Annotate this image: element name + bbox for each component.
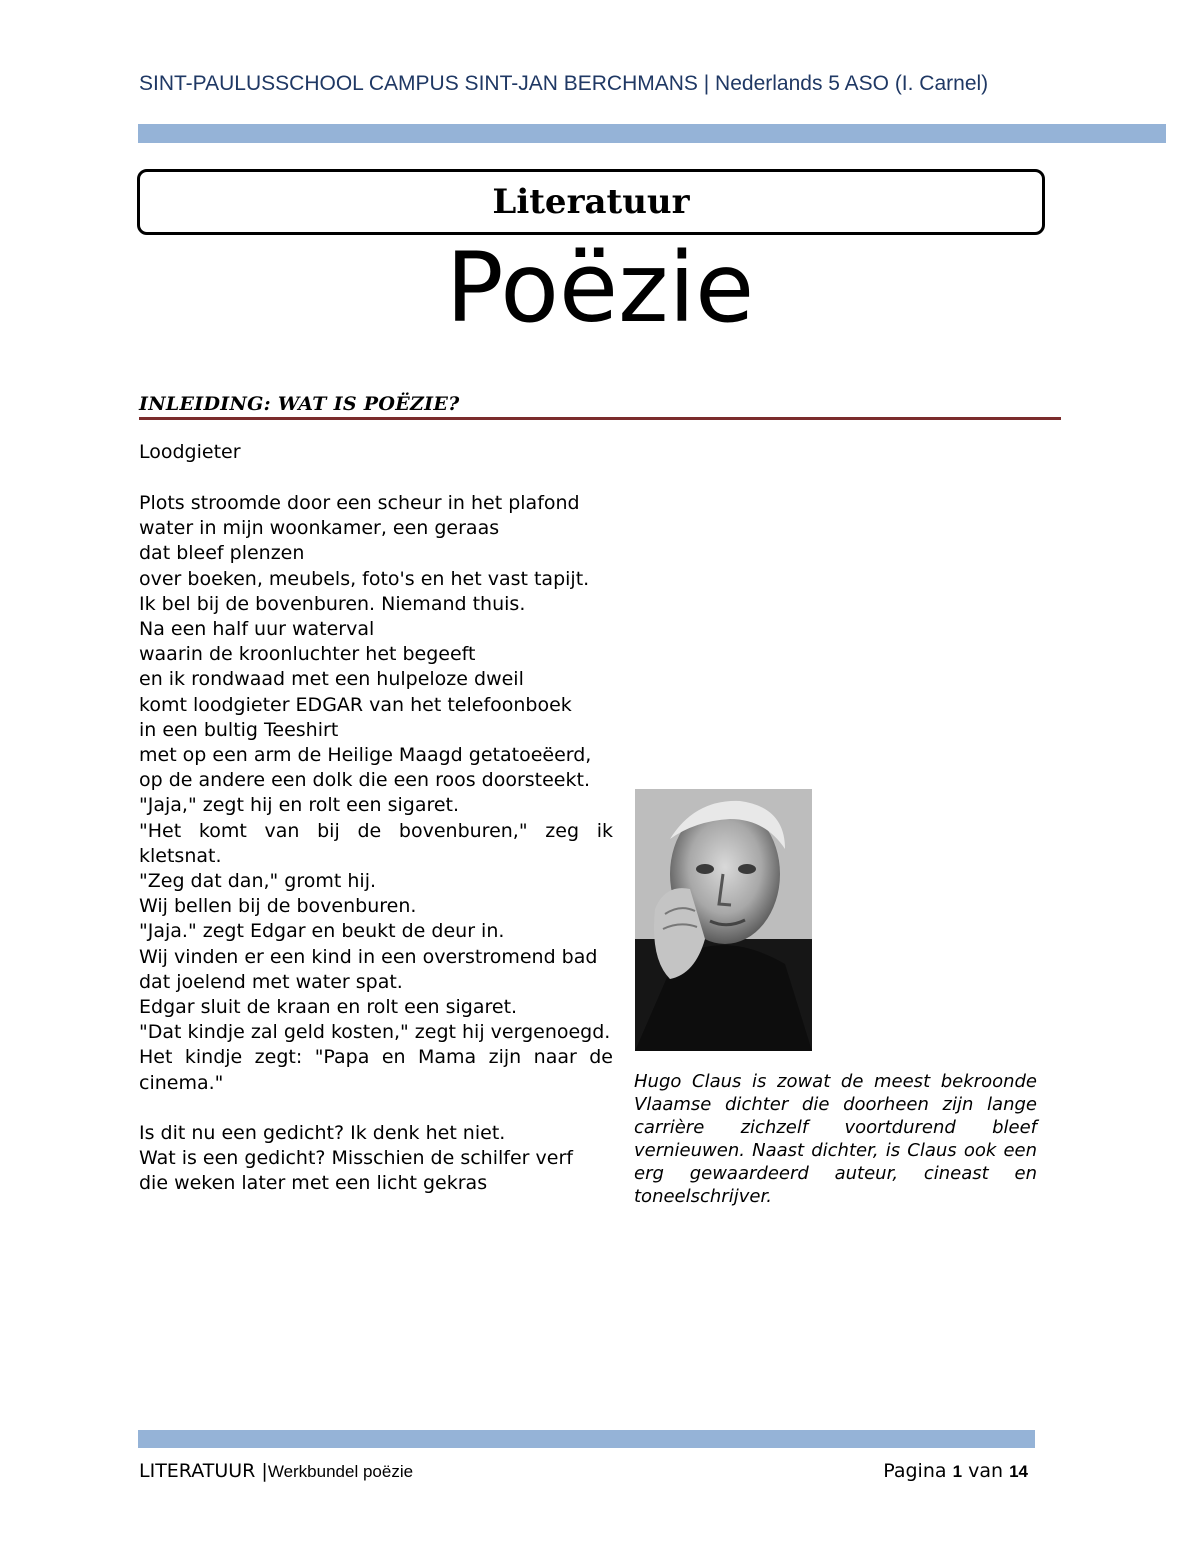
poem-line: "Jaja." zegt Edgar en beukt de deur in. — [139, 920, 505, 943]
page-total: 14 — [1009, 1462, 1028, 1481]
header-bar — [138, 124, 1166, 143]
title-box-label: Literatuur — [492, 182, 690, 222]
poem-line: met op een arm de Heilige Maagd getatoeëerd, — [139, 744, 592, 767]
page-label: Pagina — [883, 1460, 947, 1482]
poem-line: "Zeg dat dan," gromt hij. — [139, 870, 377, 893]
poem-line: Edgar sluit de kraan en rolt een sigaret. — [139, 996, 518, 1019]
footer-section: LITERATUUR — [139, 1460, 256, 1482]
poem-line: water in mijn woonkamer, een geraas — [139, 517, 500, 540]
stanza-gap — [139, 1096, 613, 1121]
poem-line: dat joelend met water spat. — [139, 970, 403, 993]
section-rule — [139, 417, 1061, 420]
poem-line: waarin de kroonluchter het begeeft — [139, 643, 476, 666]
poem-line: "Jaja," zegt hij en rolt een sigaret. — [139, 794, 460, 817]
poem-line: en ik rondwaad met een hulpeloze dweil — [139, 668, 524, 691]
poem-line: Wij bellen bij de bovenburen. — [139, 895, 417, 918]
page-header: SINT-PAULUSSCHOOL CAMPUS SINT-JAN BERCHMANS | Nederlands 5 ASO (I. Carnel) — [139, 72, 989, 95]
section-heading: INLEIDING: WAT IS POËZIE? — [139, 393, 460, 415]
poem-line: Na een half uur waterval — [139, 618, 375, 641]
poem-body — [139, 491, 613, 1197]
footer-separator: | — [261, 1460, 268, 1482]
title-box — [137, 169, 1045, 235]
poem-line: Het kindje zegt: "Papa en Mama zijn naar de cinema." — [139, 1046, 613, 1094]
poem-line: Wij vinden er een kind in een overstromend bad — [139, 945, 598, 968]
poem-line: die weken later met een licht gekras — [139, 1172, 488, 1195]
poem-line: komt loodgieter EDGAR van het telefoonboek — [139, 693, 572, 716]
portrait-illustration — [635, 789, 812, 1051]
poem-line: "Het komt van bij de bovenburen," zeg ik kletsnat. — [139, 819, 613, 867]
poem-line: Is dit nu een gedicht? Ik denk het niet. — [139, 1122, 506, 1145]
poem-title: Loodgieter — [139, 441, 241, 463]
page-number — [883, 1459, 1028, 1484]
page-current: 1 — [952, 1462, 963, 1481]
poem-line: over boeken, meubels, foto's en het vast tapijt. — [139, 567, 590, 590]
main-title: Poëzie — [445, 232, 755, 344]
footer-document: Werkbundel poëzie — [267, 1462, 414, 1481]
author-portrait — [635, 789, 812, 1051]
poem-line: in een bultig Teeshirt — [139, 718, 339, 741]
poem-line: op de andere een dolk die een roos doorsteekt. — [139, 769, 590, 792]
footer-bar — [138, 1430, 1035, 1448]
footer-left — [139, 1459, 413, 1484]
portrait-caption: Hugo Claus is zowat de meest bekroonde Vlaamse dichter die doorheen zijn lange carrière zichzelf voortdurend bleef vernieuwen. Naast dichter, is Claus ook een erg gewaardeerd auteur, cineast en toneelschrijver. — [634, 1071, 1037, 1207]
poem-line: Ik bel bij de bovenburen. Niemand thuis. — [139, 592, 526, 615]
poem-line: Wat is een gedicht? Misschien de schilfer verf — [139, 1147, 573, 1170]
poem-line: Plots stroomde door een scheur in het plafond — [139, 492, 580, 514]
poem-line: "Dat kindje zal geld kosten," zegt hij vergenoegd. — [139, 1021, 611, 1044]
poem-line: dat bleef plenzen — [139, 542, 305, 565]
page-of: van — [968, 1460, 1004, 1482]
